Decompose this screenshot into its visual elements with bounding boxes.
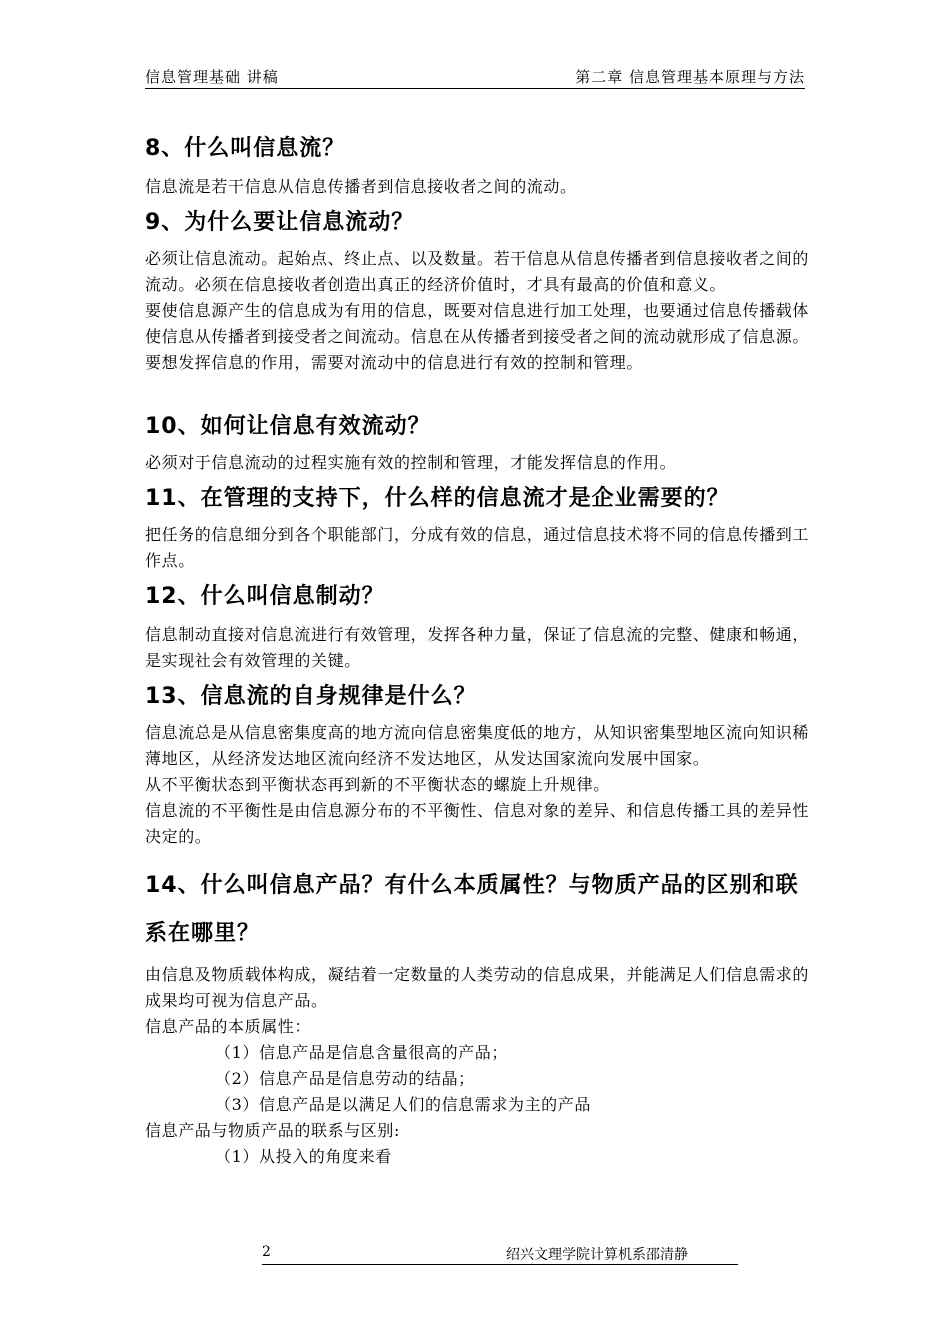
section-14-paragraph-2: 信息产品的本质属性： <box>145 1017 312 1036</box>
section-13-paragraph-1: 信息流总是从信息密集度高的地方流向信息密集度低的地方，从知识密集型地区流向知识稀薄地区，从经济发达地区流向经济不发达地区，从发达国家流向发展中国家。 <box>145 723 810 768</box>
section-title-12: 12、什么叫信息制动？ <box>145 584 385 609</box>
section-13-paragraph-2: 从不平衡状态到平衡状态再到新的不平衡状态的螺旋上升规律。 <box>145 775 610 794</box>
page-footer <box>262 1244 738 1265</box>
section-14-list-item-3: （3）信息产品是以满足人们的信息需求为主的产品 <box>215 1095 591 1114</box>
section-10-paragraph-1: 必须对于信息流动的过程实施有效的控制和管理，才能发挥信息的作用。 <box>145 453 677 472</box>
section-title-13: 13、信息流的自身规律是什么？ <box>145 684 477 709</box>
section-11-paragraph-1: 把任务的信息细分到各个职能部门，分成有效的信息，通过信息技术将不同的信息传播到工作点。 <box>145 525 810 570</box>
section-14-list-item-4: （1）从投入的角度来看 <box>215 1147 392 1166</box>
section-title-8: 8、什么叫信息流？ <box>145 136 346 161</box>
section-title-11: 11、在管理的支持下，什么样的信息流才是企业需要的？ <box>145 486 730 511</box>
page-content <box>145 130 810 1170</box>
section-title-10: 10、如何让信息有效流动？ <box>145 414 431 439</box>
section-14-list-item-1: （1）信息产品是信息含量很高的产品； <box>215 1043 508 1062</box>
section-14-list-item-2: （2）信息产品是信息劳动的结晶； <box>215 1069 475 1088</box>
page-header <box>145 64 805 89</box>
header-chapter-title: 第二章 信息管理基本原理与方法 <box>575 68 805 86</box>
footer-page-number: 2 <box>262 1244 271 1260</box>
section-8-paragraph-1: 信息流是若干信息从信息传播者到信息接收者之间的流动。 <box>145 177 577 196</box>
section-13-paragraph-3: 信息流的不平衡性是由信息源分布的不平衡性、信息对象的差异、和信息传播工具的差异性决定的。 <box>145 801 810 846</box>
section-title-14: 14、什么叫信息产品？有什么本质属性？与物质产品的区别和联系在哪里？ <box>145 873 799 946</box>
section-12-paragraph-1: 信息制动直接对信息流进行有效管理，发挥各种力量，保证了信息流的完整、健康和畅通，是实现社会有效管理的关键。 <box>145 625 810 670</box>
section-9-paragraph-2: 要使信息源产生的信息成为有用的信息，既要对信息进行加工处理，也要通过信息传播载体使信息从传播者到接受者之间流动。信息在从传播者到接受者之间的流动就形成了信息源。要想发挥信息的作用，需要对流动中的信息进行有效的控制和管理。 <box>145 301 810 372</box>
header-course-title: 信息管理基础 讲稿 <box>145 68 279 86</box>
section-14-paragraph-1: 由信息及物质载体构成，凝结着一定数量的人类劳动的信息成果，并能满足人们信息需求的成果均可视为信息产品。 <box>145 965 810 1010</box>
section-9-paragraph-1: 必须让信息流动。起始点、终止点、以及数量。若干信息从信息传播者到信息接收者之间的流动。必须在信息接收者创造出真正的经济价值时，才具有最高的价值和意义。 <box>145 249 810 294</box>
section-14-paragraph-3: 信息产品与物质产品的联系与区别: <box>145 1121 400 1140</box>
footer-author: 绍兴文理学院计算机系邵清静 <box>506 1247 688 1263</box>
section-title-9: 9、为什么要让信息流动？ <box>145 210 415 235</box>
